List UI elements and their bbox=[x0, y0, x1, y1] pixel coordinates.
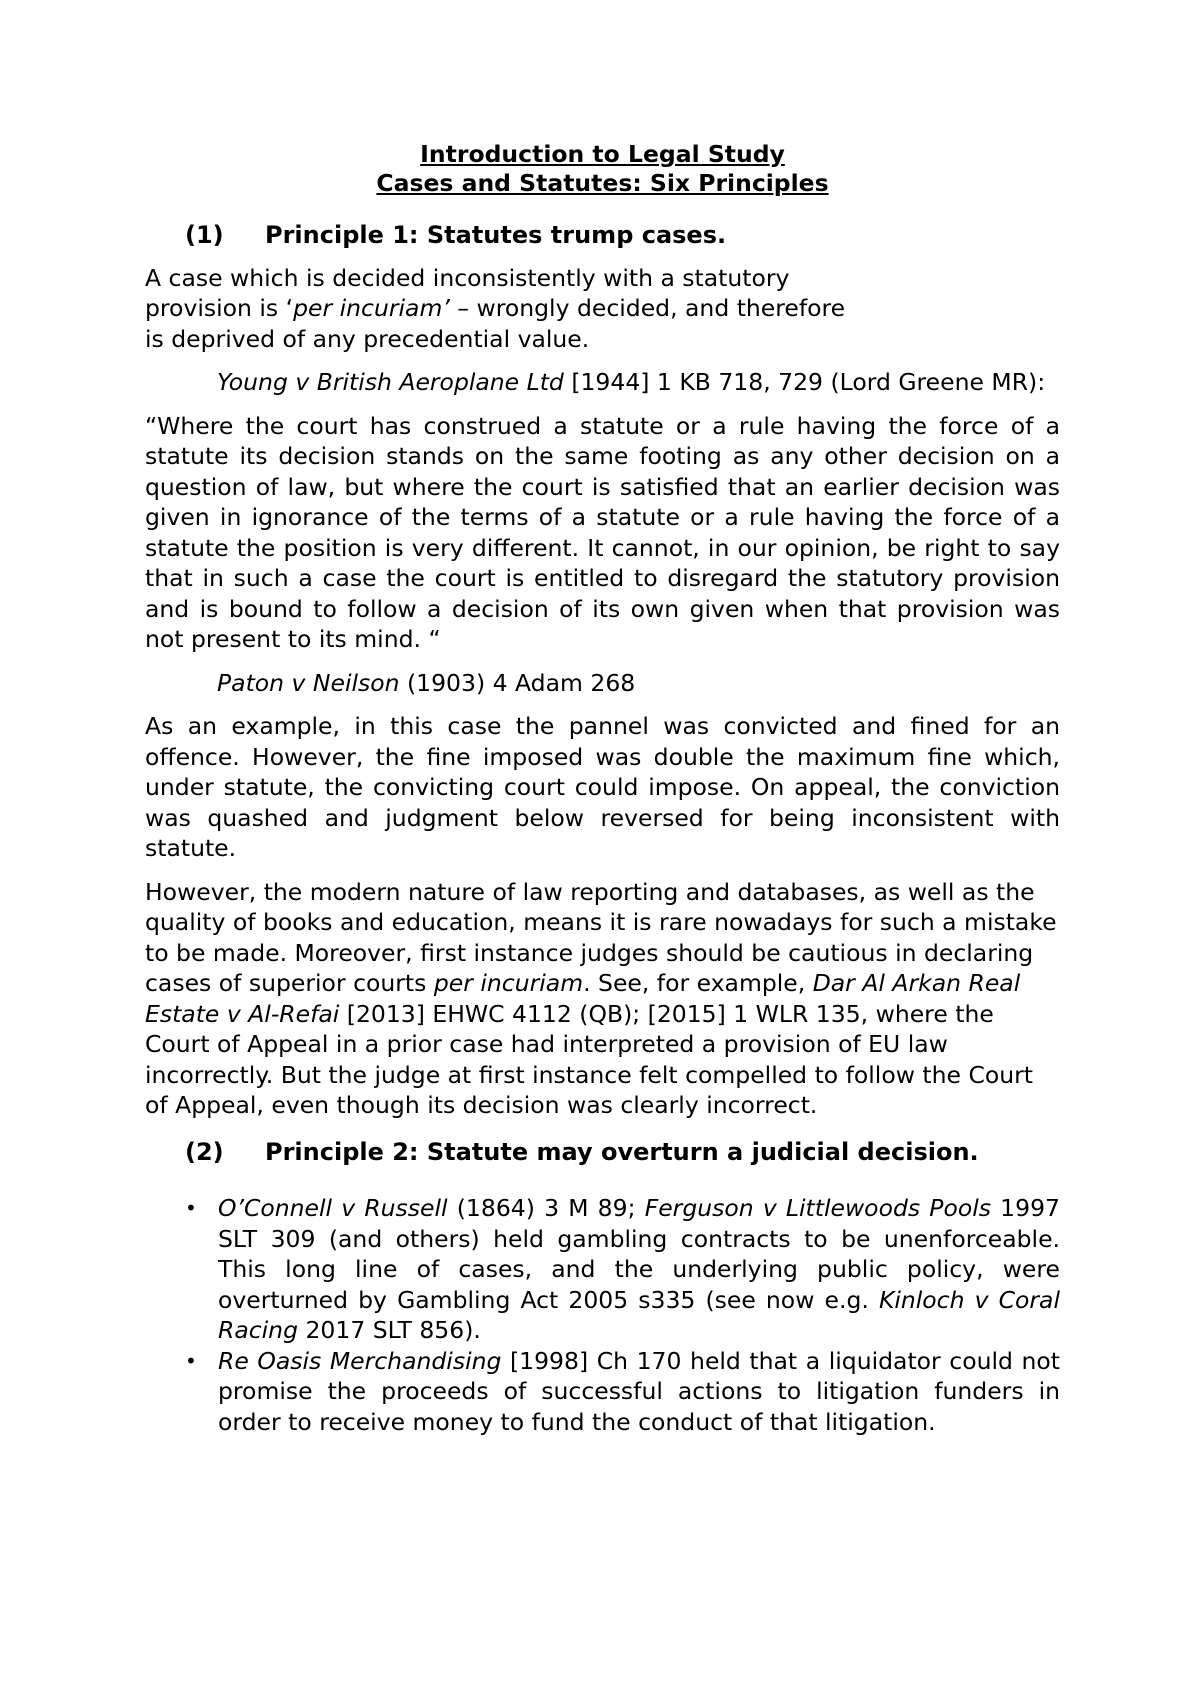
principle-1-title: Principle 1: Statutes trump cases. bbox=[265, 221, 727, 249]
principle-1-intro: A case which is decided inconsistently with a statutory provision is ‘per incuriam’ – wrongly decided, and therefore is deprived of any precedential value. bbox=[145, 263, 846, 353]
document-title: Introduction to Legal Study bbox=[420, 140, 785, 168]
bullet-icon: • bbox=[185, 1348, 197, 1373]
document-body bbox=[145, 140, 1060, 1437]
document-subtitle: Cases and Statutes: Six Principles bbox=[376, 169, 829, 197]
paton-example-paragraph: As an example, in this case the pannel was convicted and fined for an offence. However, the fine imposed was double the maximum fine which, under statute, the convicting court could impose. On appeal, the conviction was quashed and judgment below reversed for being inconsistent with statute. bbox=[145, 712, 1060, 862]
principle-2-number: (2) bbox=[185, 1137, 224, 1166]
case-name: Paton v Neilson bbox=[217, 668, 400, 697]
list-item: • Re Oasis Merchandising [1998] Ch 170 held that a liquidator could not promise the proceeds of successful actions to litigation funders in order to receive money to fund the conduct of that litigation. bbox=[185, 1346, 1060, 1436]
quote-lord-greene: “Where the court has construed a statute or a rule having the force of a statute its decision stands on the same footing as any other decision on a question of law, but where the court is satisfied that an earlier decision was given in ignorance of the terms of a statute or a rule having the force of a statute the position is very different. It cannot, in our opinion, be right to say that in such a case the court is entitled to disregard the statutory provision and is bound to follow a decision of its own given when that provision was not present to its mind. “ bbox=[145, 411, 1060, 653]
modern-reporting-paragraph: However, the modern nature of law reporting and databases, as well as the quality of books and education, means it is rare nowadays for such a mistake to be made. Moreover, first instance judges should be cautious in declaring cases of superior courts per incuriam. See, for example, Dar Al Arkan Real Estate v Al-Refai [2013] EHWC 4112 (QB); [2015] 1 WLR 135, where the Court of Appeal in a prior case had interpreted a provision of EU law incorrectly. But the judge at first instance felt compelled to follow the Court of Appeal, even though its decision was clearly incorrect. bbox=[145, 877, 1057, 1119]
principle-1-heading bbox=[145, 220, 1060, 251]
case-name: Young v British Aeroplane Ltd bbox=[217, 368, 564, 396]
citation-young: Young v British Aeroplane Ltd [1944] 1 KB 718, 729 (Lord Greene MR): bbox=[217, 368, 1046, 396]
principle-2-heading bbox=[145, 1137, 1060, 1168]
bullet-icon: • bbox=[185, 1196, 197, 1220]
principle-1-number: (1) bbox=[185, 221, 224, 249]
citation-paton: Paton v Neilson (1903) 4 Adam 268 bbox=[217, 668, 636, 697]
list-item: • O’Connell v Russell (1864) 3 M 89; Ferguson v Littlewoods Pools 1997 SLT 309 (and others) held gambling contracts to be unenforceable. This long line of cases, and the underlying public policy, were overturned by Gambling Act 2005 s335 (see now e.g. Kinloch v Coral Racing 2017 SLT 856). bbox=[185, 1194, 1060, 1344]
principle-2-list bbox=[145, 1193, 1060, 1437]
principle-2-title: Principle 2: Statute may overturn a judicial decision. bbox=[265, 1137, 979, 1166]
